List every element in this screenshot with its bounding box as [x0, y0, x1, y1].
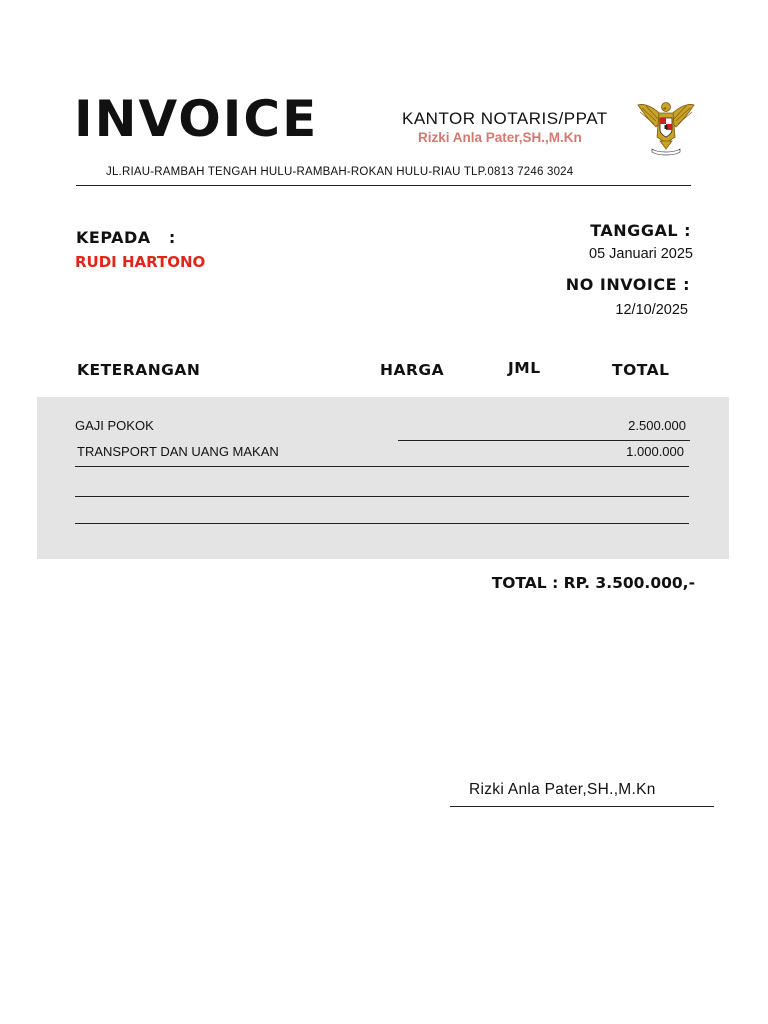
invoice-number-value: 12/10/2025	[615, 302, 688, 318]
column-header-description: KETERANGAN	[77, 361, 201, 379]
row-1-total: 2.500.000	[628, 418, 686, 433]
date-label: TANGGAL :	[590, 221, 691, 240]
notary-name: Rizki Anla Pater,SH.,M.Kn	[418, 130, 582, 145]
grand-total: TOTAL : RP. 3.500.000,-	[491, 574, 695, 592]
office-address: JL.RIAU-RAMBAH TENGAH HULU-RAMBAH-ROKAN HULU-RIAU TLP.0813 7246 3024	[106, 166, 574, 178]
invoice-title: INVOICE	[74, 90, 319, 148]
row-3-divider	[75, 496, 689, 497]
row-4-divider	[75, 523, 689, 524]
recipient-label: KEPADA :	[76, 228, 176, 247]
garuda-emblem-icon	[636, 97, 696, 157]
row-1-divider-right	[398, 440, 690, 441]
invoice-number-label: NO INVOICE :	[565, 275, 690, 294]
column-header-total: TOTAL	[612, 361, 670, 379]
header-divider	[76, 185, 691, 186]
signatory-name: Rizki Anla Pater,SH.,M.Kn	[469, 781, 656, 798]
date-value: 05 Januari 2025	[589, 246, 693, 262]
signature-line	[450, 806, 714, 807]
office-name: KANTOR NOTARIS/PPAT	[402, 109, 608, 128]
column-header-qty: JML	[508, 359, 541, 377]
row-2-divider	[75, 466, 689, 467]
column-header-price: HARGA	[380, 361, 445, 379]
row-2-total: 1.000.000	[626, 444, 684, 459]
recipient-name: RUDI HARTONO	[75, 253, 206, 271]
row-2-description: TRANSPORT DAN UANG MAKAN	[77, 444, 279, 459]
row-1-description: GAJI POKOK	[75, 418, 154, 433]
